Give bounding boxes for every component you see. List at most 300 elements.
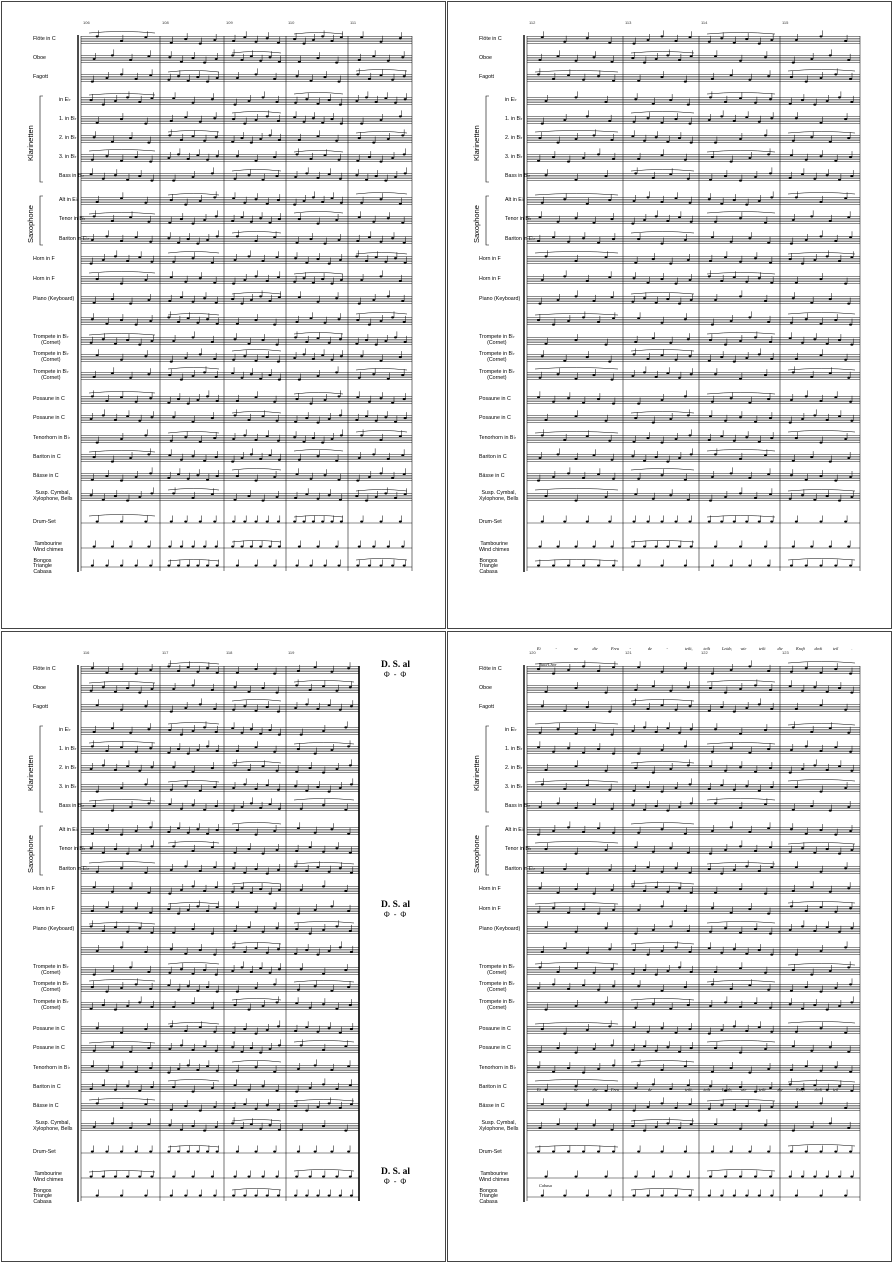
note	[317, 57, 320, 59]
note	[748, 564, 751, 566]
note	[177, 1068, 180, 1070]
slur	[788, 843, 855, 845]
slur	[788, 253, 855, 255]
note	[231, 545, 234, 547]
note	[126, 765, 129, 767]
note	[187, 909, 190, 911]
note	[255, 947, 258, 949]
note	[730, 1150, 733, 1152]
note	[206, 986, 209, 988]
note	[111, 545, 114, 547]
note	[276, 496, 279, 498]
instrument-label	[505, 237, 535, 243]
note	[634, 933, 637, 935]
note	[684, 318, 687, 320]
note	[557, 142, 560, 144]
note	[294, 336, 297, 338]
instrument-label	[59, 174, 84, 180]
note	[262, 500, 265, 502]
note	[605, 692, 608, 694]
note	[266, 784, 269, 786]
note	[789, 851, 792, 853]
note	[199, 703, 202, 705]
note	[328, 173, 331, 175]
note	[684, 239, 687, 241]
note	[539, 1051, 542, 1053]
note	[684, 159, 687, 161]
note	[168, 1048, 171, 1050]
note	[661, 201, 664, 203]
slur	[232, 1120, 281, 1122]
note	[612, 1150, 615, 1152]
note	[187, 158, 190, 160]
note	[144, 951, 147, 953]
lyric-syllable: .	[851, 1087, 853, 1092]
note	[748, 402, 751, 404]
note	[294, 1105, 297, 1107]
note	[655, 805, 658, 807]
note	[643, 371, 646, 373]
instrument-label	[33, 474, 59, 480]
note	[764, 545, 767, 547]
note	[789, 929, 792, 931]
note	[655, 1050, 658, 1052]
note	[340, 36, 343, 38]
instrument-label-line: Bariton in E♭	[505, 236, 535, 243]
slur	[168, 489, 219, 491]
note	[187, 666, 190, 668]
note	[739, 1175, 742, 1177]
note	[847, 137, 850, 139]
staff-11	[527, 880, 860, 894]
note	[192, 497, 195, 499]
note	[647, 39, 650, 41]
note	[138, 770, 141, 772]
staff-2	[527, 68, 860, 82]
note	[177, 321, 180, 323]
note	[745, 1105, 748, 1107]
note	[231, 54, 234, 56]
note	[305, 172, 308, 174]
note	[177, 398, 180, 400]
note	[545, 100, 548, 102]
note	[666, 727, 669, 729]
instrument-label-line: Trompete in B♭	[479, 964, 515, 971]
note	[633, 949, 636, 951]
note	[349, 1084, 352, 1086]
instrument-label	[33, 667, 56, 673]
note	[666, 970, 669, 972]
slur	[535, 1023, 618, 1025]
note	[541, 520, 544, 522]
note	[810, 545, 813, 547]
note	[709, 339, 712, 341]
instrument-label	[479, 352, 515, 363]
instrument-label-line: Cabasa	[33, 568, 52, 575]
slur	[788, 662, 855, 664]
note	[612, 564, 615, 566]
note	[293, 116, 296, 118]
note	[652, 772, 655, 774]
note	[199, 520, 202, 522]
note	[262, 96, 265, 98]
note	[298, 61, 301, 63]
note	[563, 1108, 566, 1110]
note	[126, 179, 129, 181]
note	[90, 690, 93, 692]
note	[633, 200, 636, 202]
note	[687, 686, 690, 688]
note	[196, 243, 199, 245]
note	[401, 222, 404, 224]
note	[709, 931, 712, 933]
note	[739, 295, 742, 297]
note	[708, 119, 711, 121]
note	[801, 494, 804, 496]
note	[184, 1105, 187, 1107]
note	[758, 1194, 761, 1196]
note	[314, 666, 317, 668]
note	[262, 1175, 265, 1177]
group-label: Klarinetten	[26, 125, 35, 161]
note	[678, 806, 681, 808]
instrument-label-line: Triangle	[479, 563, 498, 570]
slur	[232, 999, 281, 1001]
note	[820, 354, 823, 356]
slur	[89, 150, 155, 152]
instrument-label-line: Xylophone, Bells	[33, 1125, 73, 1132]
note	[232, 946, 235, 948]
note	[661, 791, 664, 793]
instrument-label-line: Bass in B♭	[505, 173, 530, 180]
note	[199, 949, 202, 951]
note	[849, 78, 852, 80]
note	[708, 41, 711, 43]
measure-number: 117	[162, 650, 169, 655]
slur	[168, 1080, 219, 1082]
instrument-label	[33, 436, 70, 442]
note	[293, 436, 296, 438]
staff-20	[527, 1059, 860, 1073]
slur	[788, 780, 855, 782]
note	[255, 1066, 258, 1068]
staff-16	[81, 348, 412, 362]
measure-number: 108	[162, 20, 169, 25]
note	[105, 564, 108, 566]
note	[90, 342, 93, 344]
note	[380, 241, 383, 243]
note	[391, 316, 394, 318]
slur	[294, 981, 354, 983]
instrument-label	[505, 867, 535, 873]
instrument-label-line: Tambourine	[34, 541, 62, 548]
instrument-label-line: Alt in E♭	[505, 197, 525, 204]
note	[689, 1028, 692, 1030]
note	[593, 803, 596, 805]
note	[295, 1002, 298, 1004]
note	[105, 991, 108, 993]
note	[211, 846, 214, 848]
note	[611, 61, 614, 63]
instrument-label-line: Posaune in C	[479, 1045, 511, 1052]
lyric-syllable: teil	[833, 646, 839, 651]
staff-11	[81, 880, 359, 894]
note	[826, 100, 829, 102]
note	[355, 419, 358, 421]
note	[243, 520, 246, 522]
note	[792, 371, 795, 373]
note	[231, 141, 234, 143]
note	[792, 140, 795, 142]
note	[250, 971, 253, 973]
note	[643, 140, 646, 142]
slur	[232, 112, 281, 114]
note	[764, 222, 767, 224]
note	[216, 906, 219, 908]
note	[745, 1030, 748, 1032]
note	[820, 1150, 823, 1152]
note	[310, 478, 313, 480]
note	[350, 783, 353, 785]
note	[711, 236, 714, 238]
instrument-label	[479, 75, 494, 81]
note	[597, 670, 600, 672]
note	[172, 180, 175, 182]
note	[120, 359, 123, 361]
note	[805, 318, 808, 320]
note	[714, 221, 717, 223]
note	[135, 401, 138, 403]
note	[102, 852, 105, 854]
note	[91, 159, 94, 161]
note	[834, 240, 837, 242]
note	[711, 1071, 714, 1073]
instrument-label	[33, 455, 61, 461]
instrument-label	[505, 198, 524, 204]
note	[605, 770, 608, 772]
note	[634, 262, 637, 264]
note	[545, 419, 548, 421]
note	[324, 243, 327, 245]
slur	[356, 431, 407, 433]
note	[350, 1028, 353, 1030]
note	[730, 564, 733, 566]
note	[120, 319, 123, 321]
note	[196, 474, 199, 476]
note	[111, 54, 114, 56]
note	[690, 55, 693, 57]
instrument-label	[33, 277, 55, 283]
note	[795, 196, 798, 198]
note	[810, 805, 813, 807]
note	[557, 453, 560, 455]
note	[356, 480, 359, 482]
instrument-label	[479, 1027, 511, 1033]
note	[669, 1008, 672, 1010]
staff-21	[81, 1078, 359, 1092]
note	[767, 748, 770, 750]
note	[847, 887, 850, 889]
note	[297, 670, 300, 672]
lyric-syllable: teil	[833, 1087, 839, 1092]
note	[241, 377, 244, 379]
note	[129, 887, 132, 889]
staff-20	[81, 429, 412, 443]
note	[303, 121, 306, 123]
slur	[168, 194, 219, 196]
instrument-label-line: Oboe	[33, 55, 46, 62]
note	[399, 115, 402, 117]
note	[748, 984, 751, 986]
slur	[168, 314, 219, 316]
note	[557, 373, 560, 375]
note	[312, 358, 315, 360]
note	[678, 1127, 681, 1129]
note	[147, 221, 150, 223]
lyric-syllable: deck	[814, 1087, 823, 1092]
note	[790, 671, 793, 673]
slur	[294, 516, 343, 518]
note	[170, 711, 173, 713]
instrument-label	[59, 117, 77, 123]
note	[93, 805, 96, 807]
note	[196, 828, 199, 830]
note	[120, 520, 123, 522]
note	[586, 203, 589, 205]
note	[305, 1110, 308, 1112]
note	[608, 276, 611, 278]
note	[675, 359, 678, 361]
note	[170, 440, 173, 442]
note	[552, 673, 555, 675]
note	[810, 456, 813, 458]
note	[196, 1150, 199, 1152]
note	[820, 442, 823, 444]
slur	[707, 516, 775, 518]
note	[678, 887, 681, 889]
note	[838, 500, 841, 502]
note	[391, 79, 394, 81]
ds-al-coda-marking	[381, 1167, 410, 1187]
note	[314, 985, 317, 987]
instrument-label	[479, 335, 515, 346]
note	[347, 910, 350, 912]
instrument-label	[59, 155, 77, 161]
note	[838, 179, 841, 181]
note	[372, 55, 375, 57]
note	[91, 395, 94, 397]
note	[266, 520, 269, 522]
note	[114, 1009, 117, 1011]
note	[262, 853, 265, 855]
note	[652, 929, 655, 931]
note	[829, 1122, 832, 1124]
note	[266, 435, 269, 437]
note	[298, 379, 301, 381]
lyric-syllable: wie	[740, 646, 747, 651]
note	[126, 1175, 129, 1177]
note	[545, 691, 548, 693]
note	[358, 303, 361, 305]
note	[582, 665, 585, 667]
note	[647, 437, 650, 439]
note	[340, 355, 343, 357]
note	[557, 892, 560, 894]
note	[739, 97, 742, 99]
note	[684, 564, 687, 566]
note	[211, 417, 214, 419]
note	[184, 785, 187, 787]
note	[631, 375, 634, 377]
note	[203, 1130, 206, 1132]
note	[358, 216, 361, 218]
note	[720, 1029, 723, 1031]
instrument-label-line: Piano (Keyboard)	[33, 926, 75, 933]
note	[829, 220, 832, 222]
note	[748, 908, 751, 910]
staff-8	[527, 821, 860, 835]
note	[180, 968, 183, 970]
note	[241, 545, 244, 547]
instrument-label-line: Tenorhorn in B♭	[479, 435, 516, 442]
note	[293, 281, 296, 283]
note	[655, 974, 658, 976]
note	[795, 708, 798, 710]
note	[91, 833, 94, 835]
note	[356, 240, 359, 242]
note	[567, 988, 570, 990]
note	[850, 1001, 853, 1003]
note	[211, 493, 214, 495]
note	[586, 115, 589, 117]
note	[593, 893, 596, 895]
note	[834, 396, 837, 398]
instrument-label	[479, 370, 515, 381]
note	[135, 1071, 138, 1073]
slur	[168, 663, 219, 665]
note	[708, 439, 711, 441]
staff-17	[81, 366, 412, 380]
note	[184, 116, 187, 118]
note	[593, 134, 596, 136]
note	[167, 1150, 170, 1152]
note	[248, 769, 251, 771]
slur	[788, 490, 855, 492]
instrument-label-line: Bariton in E♭	[59, 236, 89, 243]
note	[234, 930, 237, 932]
note	[234, 764, 237, 766]
note	[805, 159, 808, 161]
note	[358, 377, 361, 379]
note	[792, 62, 795, 64]
note	[231, 461, 234, 463]
note	[805, 479, 808, 481]
note	[537, 1150, 540, 1152]
note	[634, 98, 637, 100]
note	[105, 1150, 108, 1152]
note	[790, 76, 793, 78]
instrument-label-line: Trompete in B♭	[479, 999, 515, 1006]
note	[293, 38, 296, 40]
note	[608, 361, 611, 363]
note	[711, 983, 714, 985]
note	[243, 1028, 246, 1030]
slur	[631, 293, 694, 295]
note	[349, 1175, 352, 1177]
note	[365, 339, 368, 341]
note	[810, 302, 813, 304]
note	[184, 1030, 187, 1032]
